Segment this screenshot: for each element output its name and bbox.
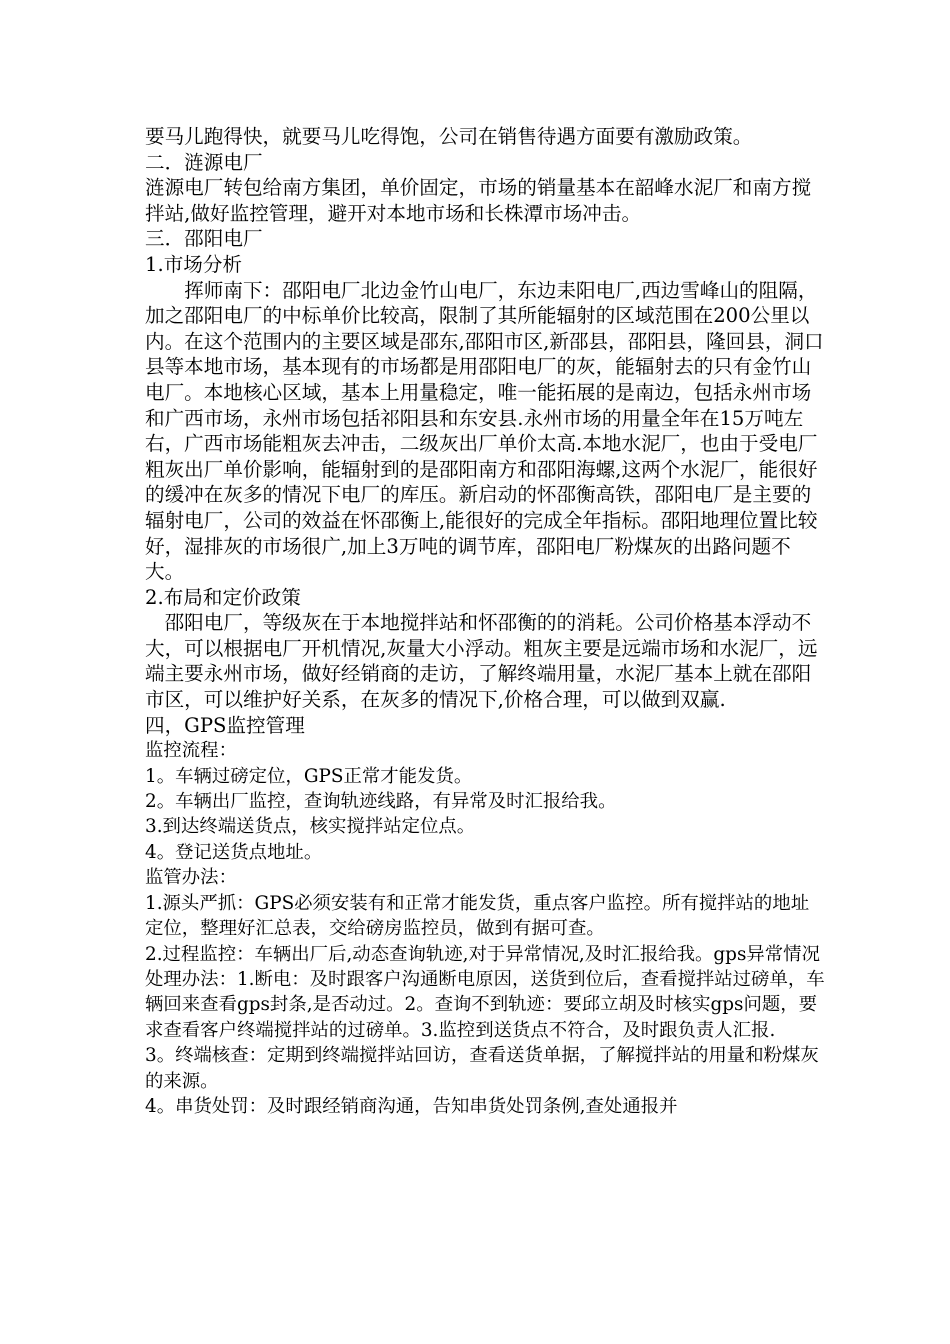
list-item-process-3: 3.到达终端送货点，核实搅拌站定位点。 <box>145 816 476 838</box>
subheading-layout-pricing: 2.布局和定价政策 <box>145 585 301 609</box>
paragraph-incentive: 要马儿跑得快，就要马儿吃得饱，公司在销售待遇方面要有激励政策。 <box>145 125 753 148</box>
list-item-method-1: 1.源头严抓：GPS必须安装有和正常才能发货，重点客户监控。所有搅拌站的地址定位，整理好汇总表，交给磅房监控员，做到有据可查。 <box>145 892 810 940</box>
heading-gps-management: 四，GPS监控管理 <box>145 713 305 737</box>
list-item-process-2: 2。车辆出厂监控，查询轨迹线路，有异常及时汇报给我。 <box>145 791 617 813</box>
document-page <box>145 124 825 1119</box>
list-item-process-4: 4。登记送货点地址。 <box>145 841 323 863</box>
list-item-method-4: 4。串货处罚：及时跟经销商沟通，告知串货处罚条例,查处通报并 <box>145 1095 678 1117</box>
paragraph-lianyuan: 涟源电厂转包给南方集团，单价固定，市场的销量基本在韶峰水泥厂和南方搅拌站,做好监控管理，避开对本地市场和长株潭市场冲击。 <box>145 176 812 225</box>
label-supervision-methods: 监管办法： <box>145 867 237 889</box>
list-item-method-2: 2.过程监控：车辆出厂后,动态查询轨迹,对于异常情况,及时汇报给我。gps异常情况处理办法：1.断电：及时跟客户沟通断电原因，送货到位后，查看搅拌站过磅单，车辆回来查看gps封条,是否动过。2。查询不到轨迹：要邱立胡及时核实gps问题，要求查看客户终端搅拌站的过磅单。3.监控到送货点不符合，及时跟负责人汇报. <box>145 943 825 1041</box>
subheading-market-analysis: 1.市场分析 <box>145 252 243 276</box>
label-monitoring-process: 监控流程： <box>145 740 237 762</box>
list-item-method-3: 3。终端核查：定期到终端搅拌站回访，查看送货单据，了解搅拌站的用量和粉煤灰的来源。 <box>145 1045 819 1092</box>
list-item-process-1: 1。车辆过磅定位，GPS正常才能发货。 <box>145 765 473 787</box>
heading-lianyuan-plant: 二．涟源电厂 <box>145 150 263 174</box>
heading-shaoyang-plant: 三．邵阳电厂 <box>145 227 263 251</box>
paragraph-market-analysis: 挥师南下：邵阳电厂北边金竹山电厂，东边耒阳电厂,西边雪峰山的阻隔，加之邵阳电厂的中标单价比较高，限制了其所能辐射的区域范围在200公里以内。在这个范围内的主要区域是邵东,邵阳市区,新邵县，邵阳县，隆回县，洞口县等本地市场，基本现有的市场都是用邵阳电厂的灰，能辐射去的只有金竹山电厂。本地核心区域，基本上用量稳定，唯一能拓展的是南边，包括永州市场和广西市场，永州市场包括祁阳县和东安县.永州市场的用量全年在15万吨左右，广西市场能粗灰去冲击，二级灰出厂单价太高.本地水泥厂，也由于受电厂粗灰出厂单价影响，能辐射到的是邵阳南方和邵阳海螺,这两个水泥厂，能很好的缓冲在灰多的情况下电厂的库压。新启动的怀邵衡高铁，邵阳电厂是主要的辐射电厂，公司的效益在怀邵衡上,能很好的完成全年指标。邵阳地理位置比较好，湿排灰的市场很广,加上3万吨的调节库，邵阳电厂粉煤灰的出路问题不大。 <box>145 278 824 584</box>
paragraph-layout-pricing: 邵阳电厂，等级灰在于本地搅拌站和怀邵衡的的消耗。公司价格基本浮动不大，可以根据电厂开机情况,灰量大小浮动。粗灰主要是远端市场和水泥厂，远端主要永州市场，做好经销商的走访，了解终端用量，水泥厂基本上就在邵阳市区，可以维护好关系，在灰多的情况下,价格合理，可以做到双赢. <box>145 611 818 712</box>
